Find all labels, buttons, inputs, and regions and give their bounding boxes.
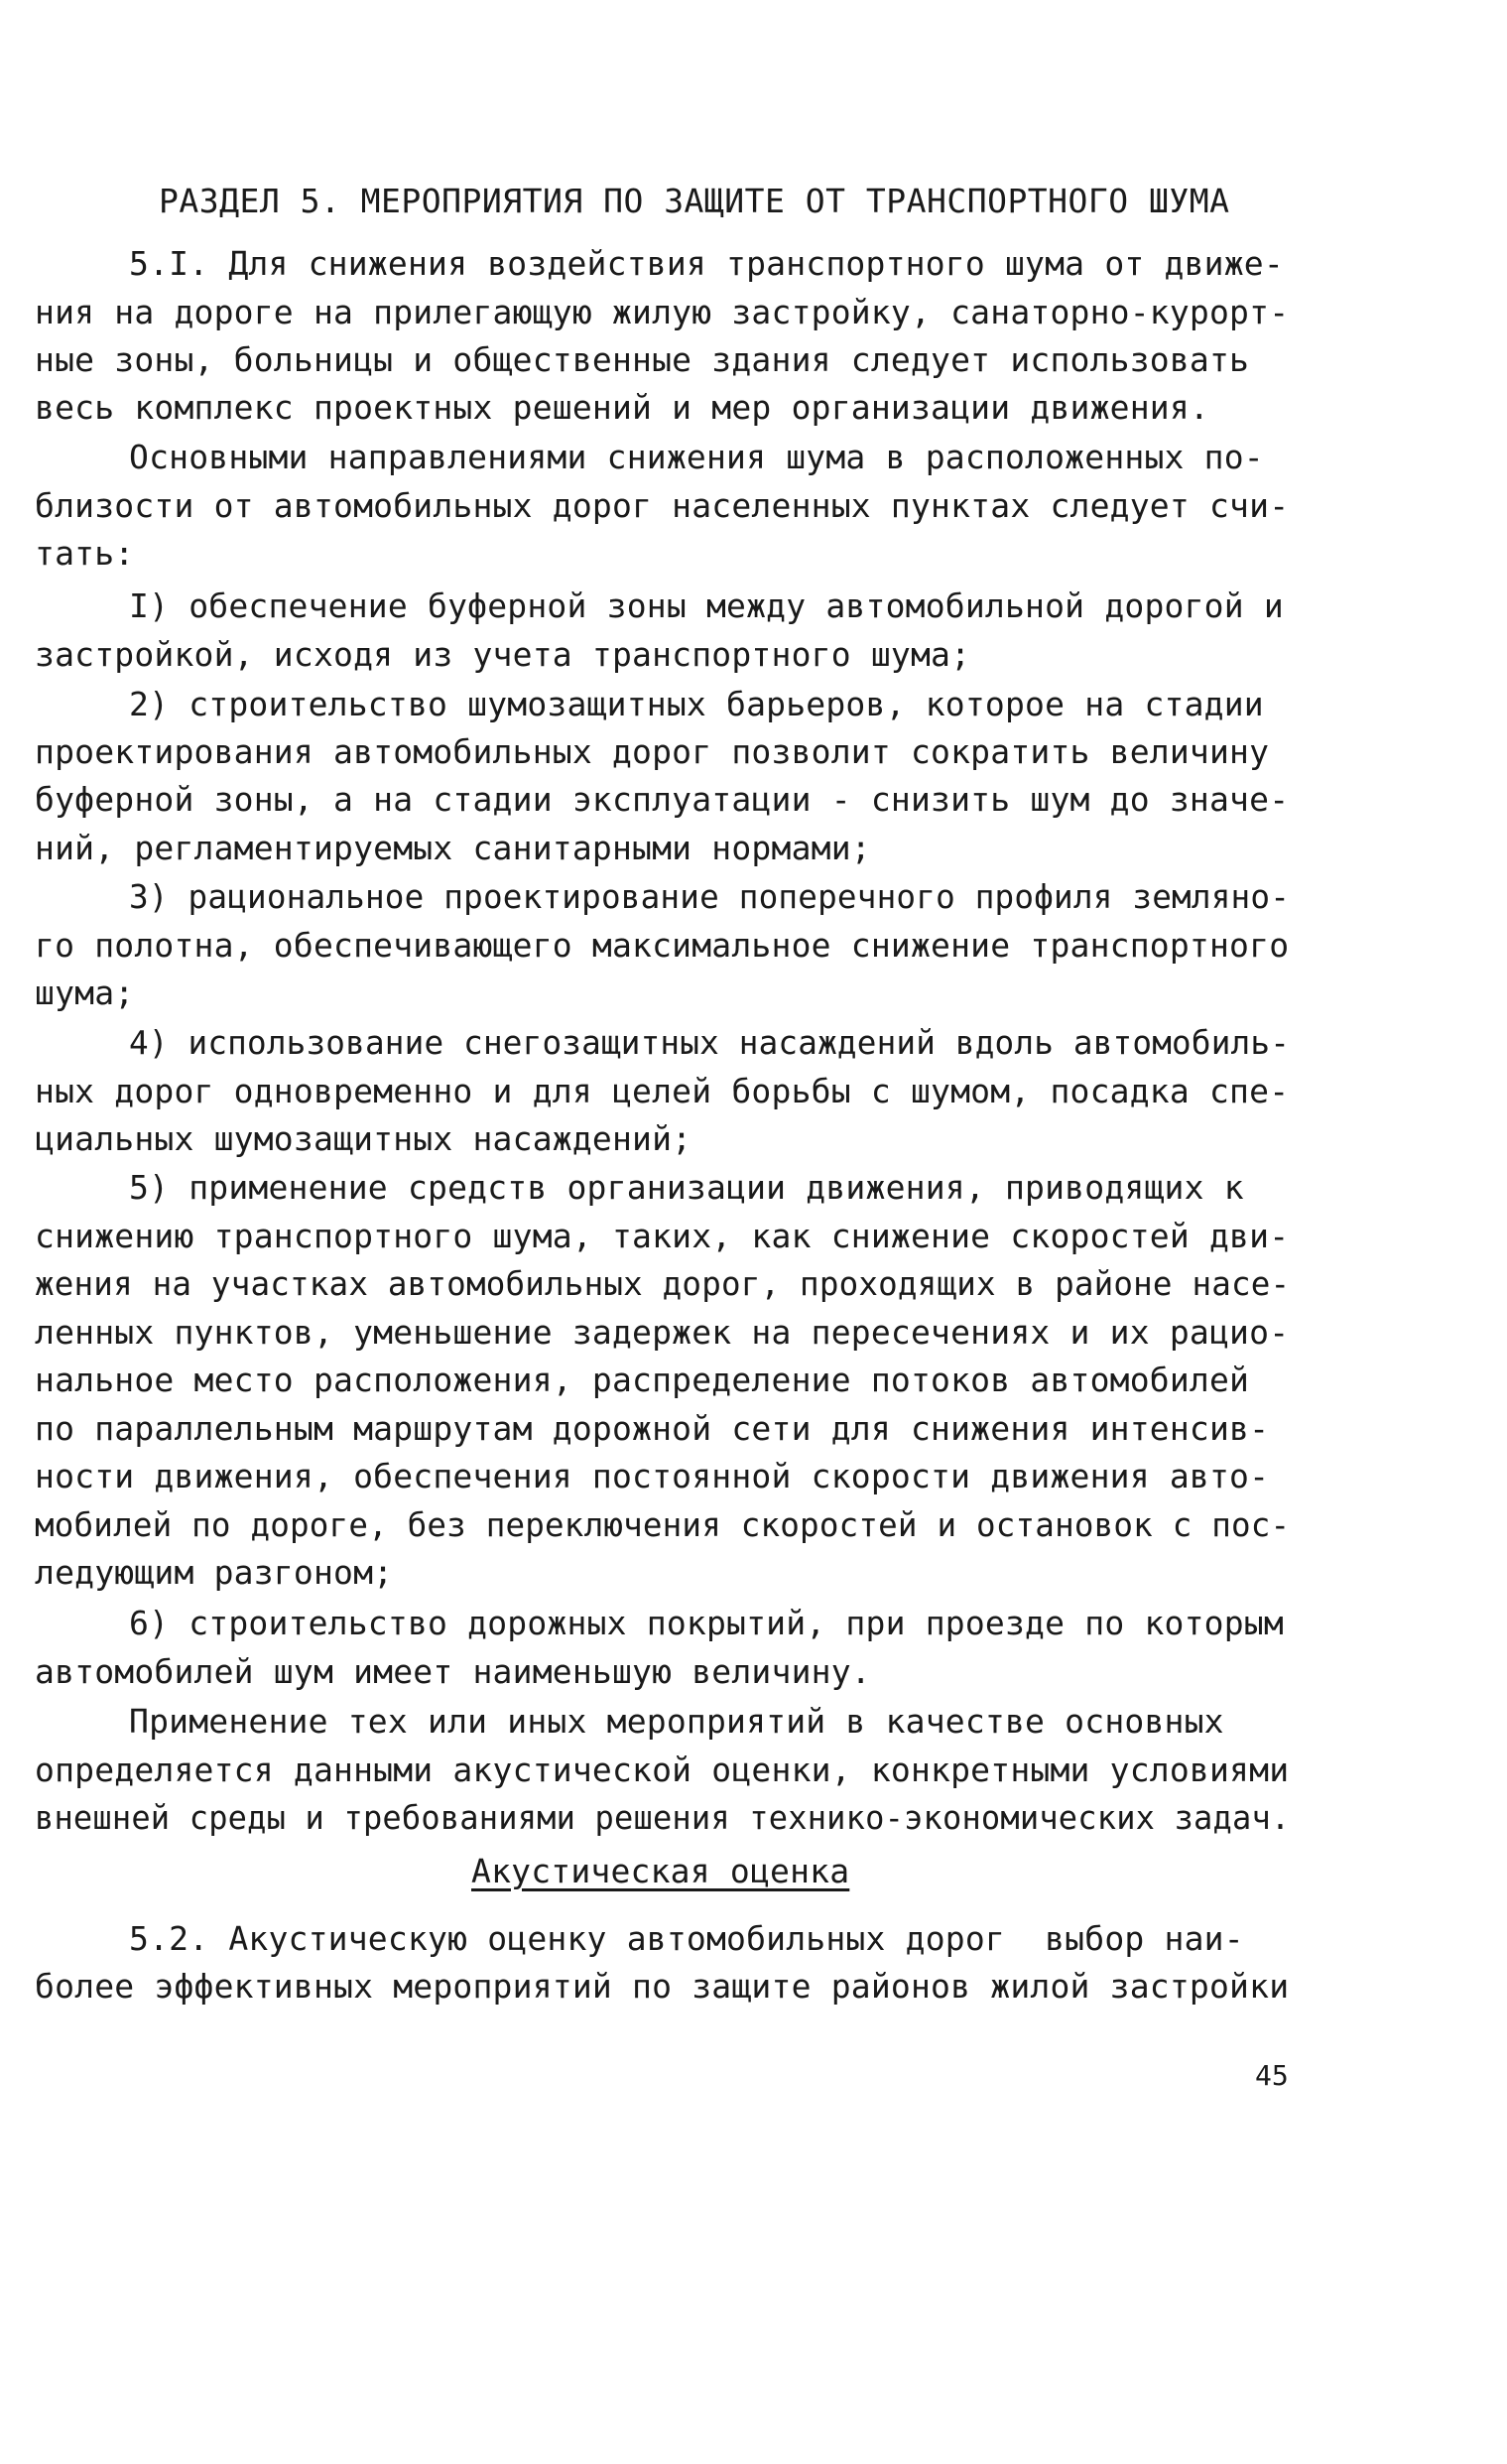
paragraph-line: застройкой, исходя из учета транспортного шума; bbox=[35, 635, 971, 674]
paragraph-line: 5.2. Акустическую оценку автомобильных дорог выбор наи- bbox=[129, 1919, 1244, 1958]
paragraph-line: циальных шумозащитных насаждений; bbox=[35, 1119, 692, 1158]
paragraph-line: 2) строительство шумозащитных барьеров, которое на стадии bbox=[129, 685, 1264, 723]
paragraph-line: нальное место расположения, распределение потоков автомобилей bbox=[35, 1361, 1250, 1399]
page-number: 45 bbox=[1255, 2059, 1289, 2092]
paragraph-line: по параллельным маршрутам дорожной сети для снижения интенсив- bbox=[35, 1409, 1270, 1448]
paragraph-line: 5.I. Для снижения воздействия транспортного шума от движе- bbox=[129, 244, 1284, 283]
paragraph-line: го полотна, обеспечивающего максимальное снижение транспортного bbox=[35, 926, 1290, 965]
paragraph-line: 5) применение средств организации движения, приводящих к bbox=[129, 1168, 1244, 1207]
paragraph-line: весь комплекс проектных решений и мер организации движения. bbox=[35, 388, 1209, 427]
paragraph-line: мобилей по дороге, без переключения скоростей и остановок с пос- bbox=[35, 1505, 1291, 1544]
paragraph-line: близости от автомобильных дорог населенных пунктах следует счи- bbox=[35, 486, 1290, 525]
paragraph-line: ные зоны, больницы и общественные здания следует использовать bbox=[35, 340, 1250, 379]
section-heading: РАЗДЕЛ 5. МЕРОПРИЯТИЯ ПО ЗАЩИТЕ ОТ ТРАНСПОРТНОГО ШУМА bbox=[159, 182, 1230, 220]
paragraph-line: ния на дороге на прилегающую жилую застройку, санаторно-курорт- bbox=[35, 293, 1290, 331]
paragraph-line: ледующим разгоном; bbox=[35, 1553, 394, 1592]
paragraph-line: Основными направлениями снижения шума в расположенных по- bbox=[129, 438, 1264, 476]
paragraph-line: определяется данными акустической оценки, конкретными условиями bbox=[35, 1751, 1290, 1789]
paragraph-line: снижению транспортного шума, таких, как снижение скоростей дви- bbox=[35, 1217, 1290, 1255]
paragraph-line: буферной зоны, а на стадии эксплуатации - снизить шум до значе- bbox=[35, 780, 1290, 819]
paragraph-line: Применение тех или иных мероприятий в качестве основных bbox=[129, 1702, 1224, 1741]
paragraph-line: внешней среды и требованиями решения технико-экономических задач. bbox=[35, 1798, 1291, 1837]
paragraph-line: автомобилей шум имеет наименьшую величину. bbox=[35, 1652, 871, 1691]
paragraph-line: тать: bbox=[35, 534, 135, 573]
subsection-heading: Акустическая оценка bbox=[471, 1852, 850, 1890]
paragraph-line: проектирования автомобильных дорог позволит сократить величину bbox=[35, 732, 1270, 771]
paragraph-line: ных дорог одновременно и для целей борьбы с шумом, посадка спе- bbox=[35, 1072, 1290, 1110]
paragraph-line: ний, регламентируемых санитарными нормами; bbox=[35, 829, 871, 867]
paragraph-line: шума; bbox=[35, 973, 135, 1012]
paragraph-line: 4) использование снегозащитных насаждений вдоль автомобиль- bbox=[129, 1023, 1291, 1062]
paragraph-line: ности движения, обеспечения постоянной скорости движения авто- bbox=[35, 1457, 1270, 1495]
paragraph-line: 6) строительство дорожных покрытий, при проезде по которым bbox=[129, 1604, 1284, 1642]
paragraph-line: I) обеспечение буферной зоны между автомобильной дорогой и bbox=[129, 586, 1284, 625]
paragraph-line: ленных пунктов, уменьшение задержек на пересечениях и их рацио- bbox=[35, 1313, 1290, 1352]
paragraph-line: жения на участках автомобильных дорог, проходящих в районе насе- bbox=[35, 1264, 1291, 1303]
paragraph-line: 3) рациональное проектирование поперечного профиля земляно- bbox=[129, 877, 1291, 916]
paragraph-line: более эффективных мероприятий по защите районов жилой застройки bbox=[35, 1967, 1290, 2006]
